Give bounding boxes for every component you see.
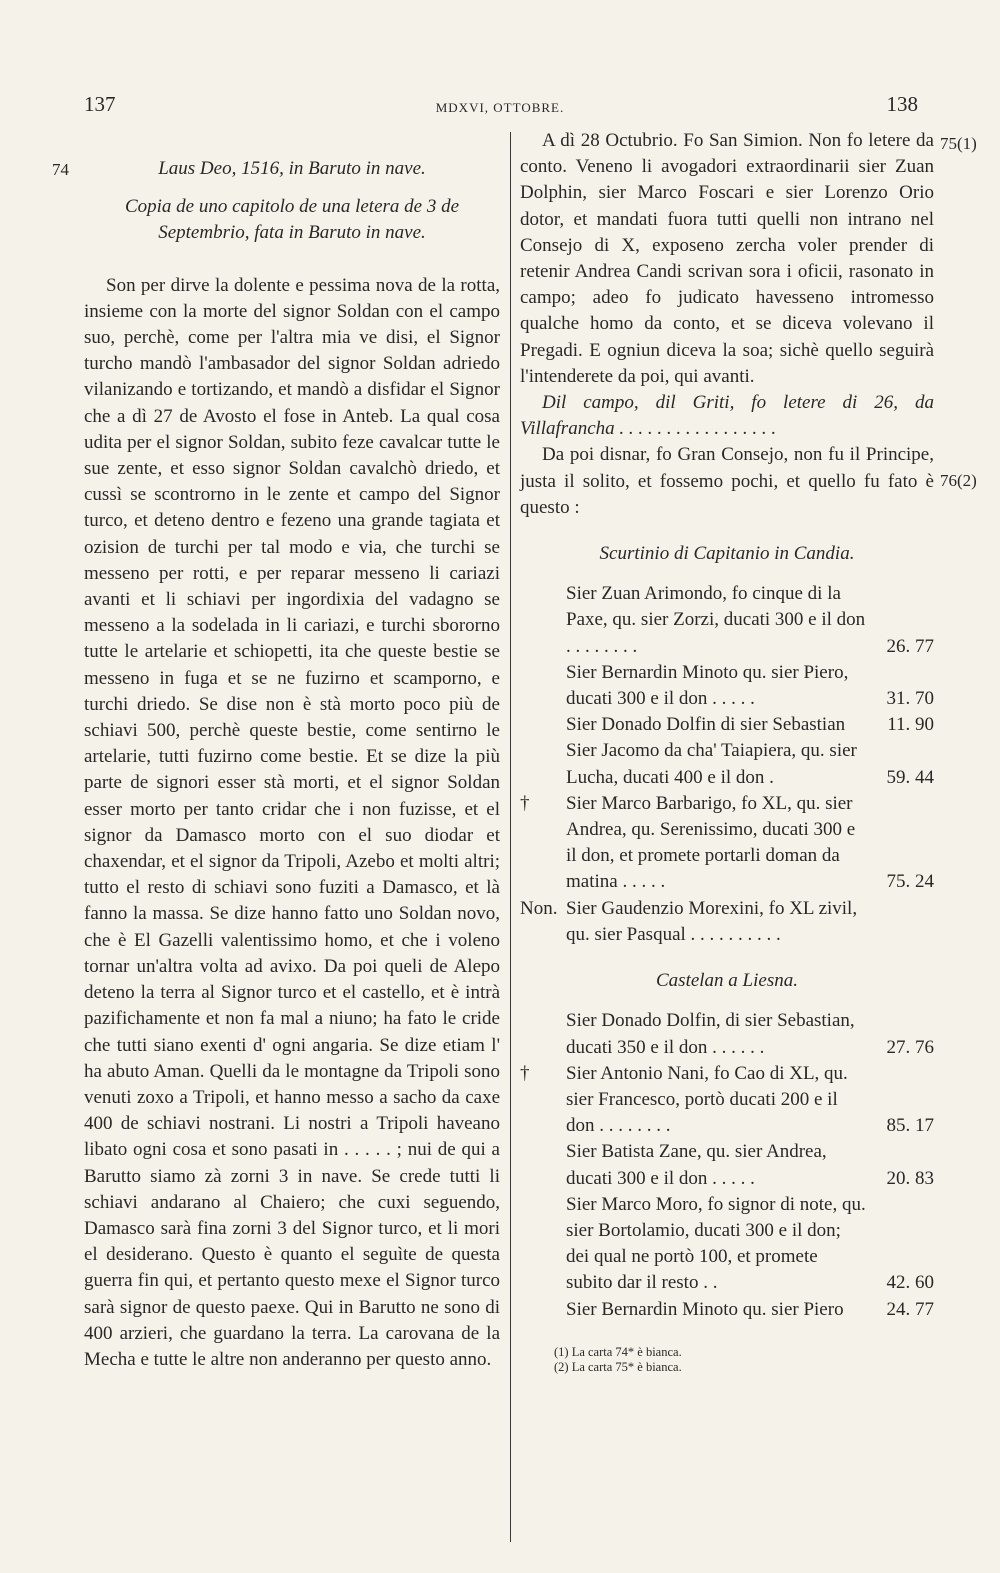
campo-griti-line: Dil campo, dil Griti, fo letere di 26, da Villafrancha . . . . . . . . . . . . . . . . .: [520, 392, 934, 440]
candidate-name: Sier Bernardin Minoto qu. sier Piero: [566, 1298, 844, 1320]
vote-count: 24. 77: [886, 1298, 934, 1320]
ballot-entry: [520, 896, 934, 948]
ballot-entry: [520, 581, 934, 660]
running-header: MDXVI, OTTOBRE.: [435, 100, 565, 115]
margin-note-75: 75(1): [940, 134, 977, 153]
ballot-list-liesna: [520, 1008, 934, 1322]
margin-number-left: 74: [52, 160, 69, 179]
ballot-entry: [520, 1297, 934, 1323]
candidate-name: Sier Marco Barbarigo, fo XL, qu. sier Andrea, qu. Serenissimo, ducati 300 e il don, et promete portarli doman da matina . . . . .: [566, 792, 856, 893]
candidate-name: Sier Donado Dolfin, di sier Sebastian, ducati 350 e il don . . . . . .: [566, 1010, 855, 1058]
vote-count: 11. 90: [887, 714, 934, 736]
candidate-name: Sier Gaudenzio Morexini, fo XL zivil, qu. sier Pasqual . . . . . . . . . .: [566, 897, 858, 945]
letter-title: Laus Deo, 1516, in Baruto in nave.: [158, 158, 426, 179]
candidate-name: Sier Bernardin Minoto qu. sier Piero, ducati 300 e il don . . . . .: [566, 661, 849, 710]
footnote: (2) La carta 75* è bianca.: [554, 1359, 682, 1374]
entry-mark: †: [520, 792, 530, 814]
section-title-candia: Scurtinio di Capitanio in Candia.: [599, 543, 855, 565]
ballot-entry: [520, 1192, 934, 1297]
vote-count: 59. 44: [886, 766, 934, 788]
entry-mark: †: [520, 1062, 530, 1084]
right-column: [520, 128, 934, 1375]
ballot-entry: [520, 660, 934, 712]
vote-count: 42. 60: [886, 1272, 934, 1294]
page-number-right: 138: [886, 92, 918, 116]
ballot-list-candia: [520, 581, 934, 948]
vote-count: 26. 77: [886, 635, 934, 657]
candidate-name: Sier Donado Dolfin di sier Sebastian: [566, 714, 846, 736]
left-column: [84, 156, 500, 1373]
ballot-entry: [520, 738, 934, 790]
ballot-entry: [520, 791, 934, 896]
ballot-entry: [520, 712, 934, 738]
letter-body: Son per dirve la dolente e pessima nova de la rotta, insieme con la morte del signor Soldan con el campo suo, perchè, come per l'altra mia ve disi, el Signor turcho mandò l'ambasador del signor Soldan adriedo vilanizando e tortizando, et mandò a disfidar el Signor che a dì 27 de Avosto el fose in Anteb. La qual cosa udita per el signor Soldan, subito feze cavalcar tutte le sue zente, et esso signor Soldan cavalchò driedo, et cussì se scontrorno in le zente et campo del Signor turco, et deteno dentro e fezeno una grande tagiata et ozision de turchi per tal modo e via, che turchi se messeno per rotti, e per reparar messeno li cariazi avanti et li schiavi per ingordixia del vadagno se messeno a la sodelada in li cariazi, e turchi sbororno tutte le artelarie et schiopetti, ita che queste bestie se messeno in fuga et se ne fuzirno et scamporno, e turchi driedo. Se dise non è stà morto poco più de schiavi 500, perchè queste bestie, come sentirno le artelarie, tutti fuzirno come bestie. Et se dize la più parte de signori esser stà morti, et el signor Soldan esser morto per tanto cridar che i non fuzisse, et el signor da Damasco morto con el suo diodar et chaxendar, et el signor da Tripoli, Azebo et molti altri; tutto el resto di schiavi sono fuziti a Damasco, et là fanno la massa. Se dize hanno fatto uno Soldan novo, che è El Gazelli valentissimo homo, et che i voleno tornar un'altra volta ad avixo. Da poi queli de Alepo deteno la terra al Signor turco et el castello, et è intrà pazifichamente et non fa mal a niuno; ha fato le cride che tutti siano exenti d' ogni angaria. Se dize etiam l' ha abuto Aman. Quelli da le montagne da Tripoli sono venuti zoxo a Tripoli, et hanno messo a sacho da caxe 400 de schiavi nostrani. Li nostri a Tripoli haveano libato ogni cosa et sono pasati in . . . . . ; nui de qui a Barutto siamo zà zorni 3 in nave. Se crede tutti li schiavi andarano al Chaiero; che cuxi seguendo, Damasco sarà fina zorni 3 del Signor turco, et li mori el desiderano. Questo è quanto el seguìte de questa guerra fin qui, et pertanto questo mexe el Signor turco sarà signor de questo paexe. Qui in Barutto ne sono di 400 arzieri, che guardano la terra. La carovana de la Mecha e tutte le altre non anderanno per questo anno.: [84, 274, 500, 1370]
entry-mark: Non.: [520, 897, 558, 919]
candidate-name: Sier Batista Zane, qu. sier Andrea, ducati 300 e il don . . . . .: [566, 1141, 827, 1189]
ballot-entry: [520, 1139, 934, 1191]
footnote: (1) La carta 74* è bianca.: [554, 1344, 682, 1359]
section-title-liesna: Castelan a Liesna.: [656, 970, 798, 992]
vote-count: 85. 17: [886, 1115, 934, 1137]
candidate-name: Sier Marco Moro, fo signor di note, qu. sier Bortolamio, ducati 300 e il don; dei qual ne portò 100, et promete subito dar il resto . .: [566, 1193, 866, 1294]
vote-count: 20. 83: [886, 1167, 934, 1189]
entry-28-october: A dì 28 Octubrio. Fo San Simion. Non fo letere da conto. Veneno li avogadori extraordinarii sier Zuan Dolphin, sier Marco Foscari e sier Lorenzo Orio dotor, et mandati fuora tutti quelli non intrano nel Consejo di X, exposeno zercha voler prender di retenir Andrea Candi scrivan sora i oficii, rasonato in campo; adeo fo judicato havesseno intromesso qualche homo da conto, et se diceva volevano il Pregadi. E ogniun diceva la soa; sichè quello seguirà l'intenderete da poi, qui avanti.: [520, 130, 934, 387]
gran-consejo-paragraph: Da poi disnar, fo Gran Consejo, non fu il Principe, justa il solito, et fossemo pochi, et quello fu fato è questo :: [520, 444, 934, 518]
ballot-entry: [520, 1008, 934, 1060]
vote-count: 31. 70: [886, 688, 934, 710]
page-number-left: 137: [84, 92, 116, 116]
margin-note-76: 76(2): [940, 471, 977, 490]
ballot-entry: [520, 1061, 934, 1140]
vote-count: 27. 76: [886, 1036, 934, 1058]
vote-count: 75. 24: [886, 871, 934, 893]
candidate-name: Sier Zuan Arimondo, fo cinque di la Paxe, qu. sier Zorzi, ducati 300 e il don . . . . . . . .: [566, 583, 866, 657]
footnotes: [520, 1345, 934, 1375]
letter-subtitle: Copia de uno capitolo de una letera de 3 de Septembrio, fata in Baruto in nave.: [124, 196, 460, 244]
candidate-name: Sier Jacomo da cha' Taiapiera, qu. sier Lucha, ducati 400 e il don .: [566, 740, 857, 788]
column-divider: [510, 132, 511, 1542]
candidate-name: Sier Antonio Nani, fo Cao di XL, qu. sier Francesco, portò ducati 200 e il don . . . . . . . .: [566, 1062, 848, 1137]
